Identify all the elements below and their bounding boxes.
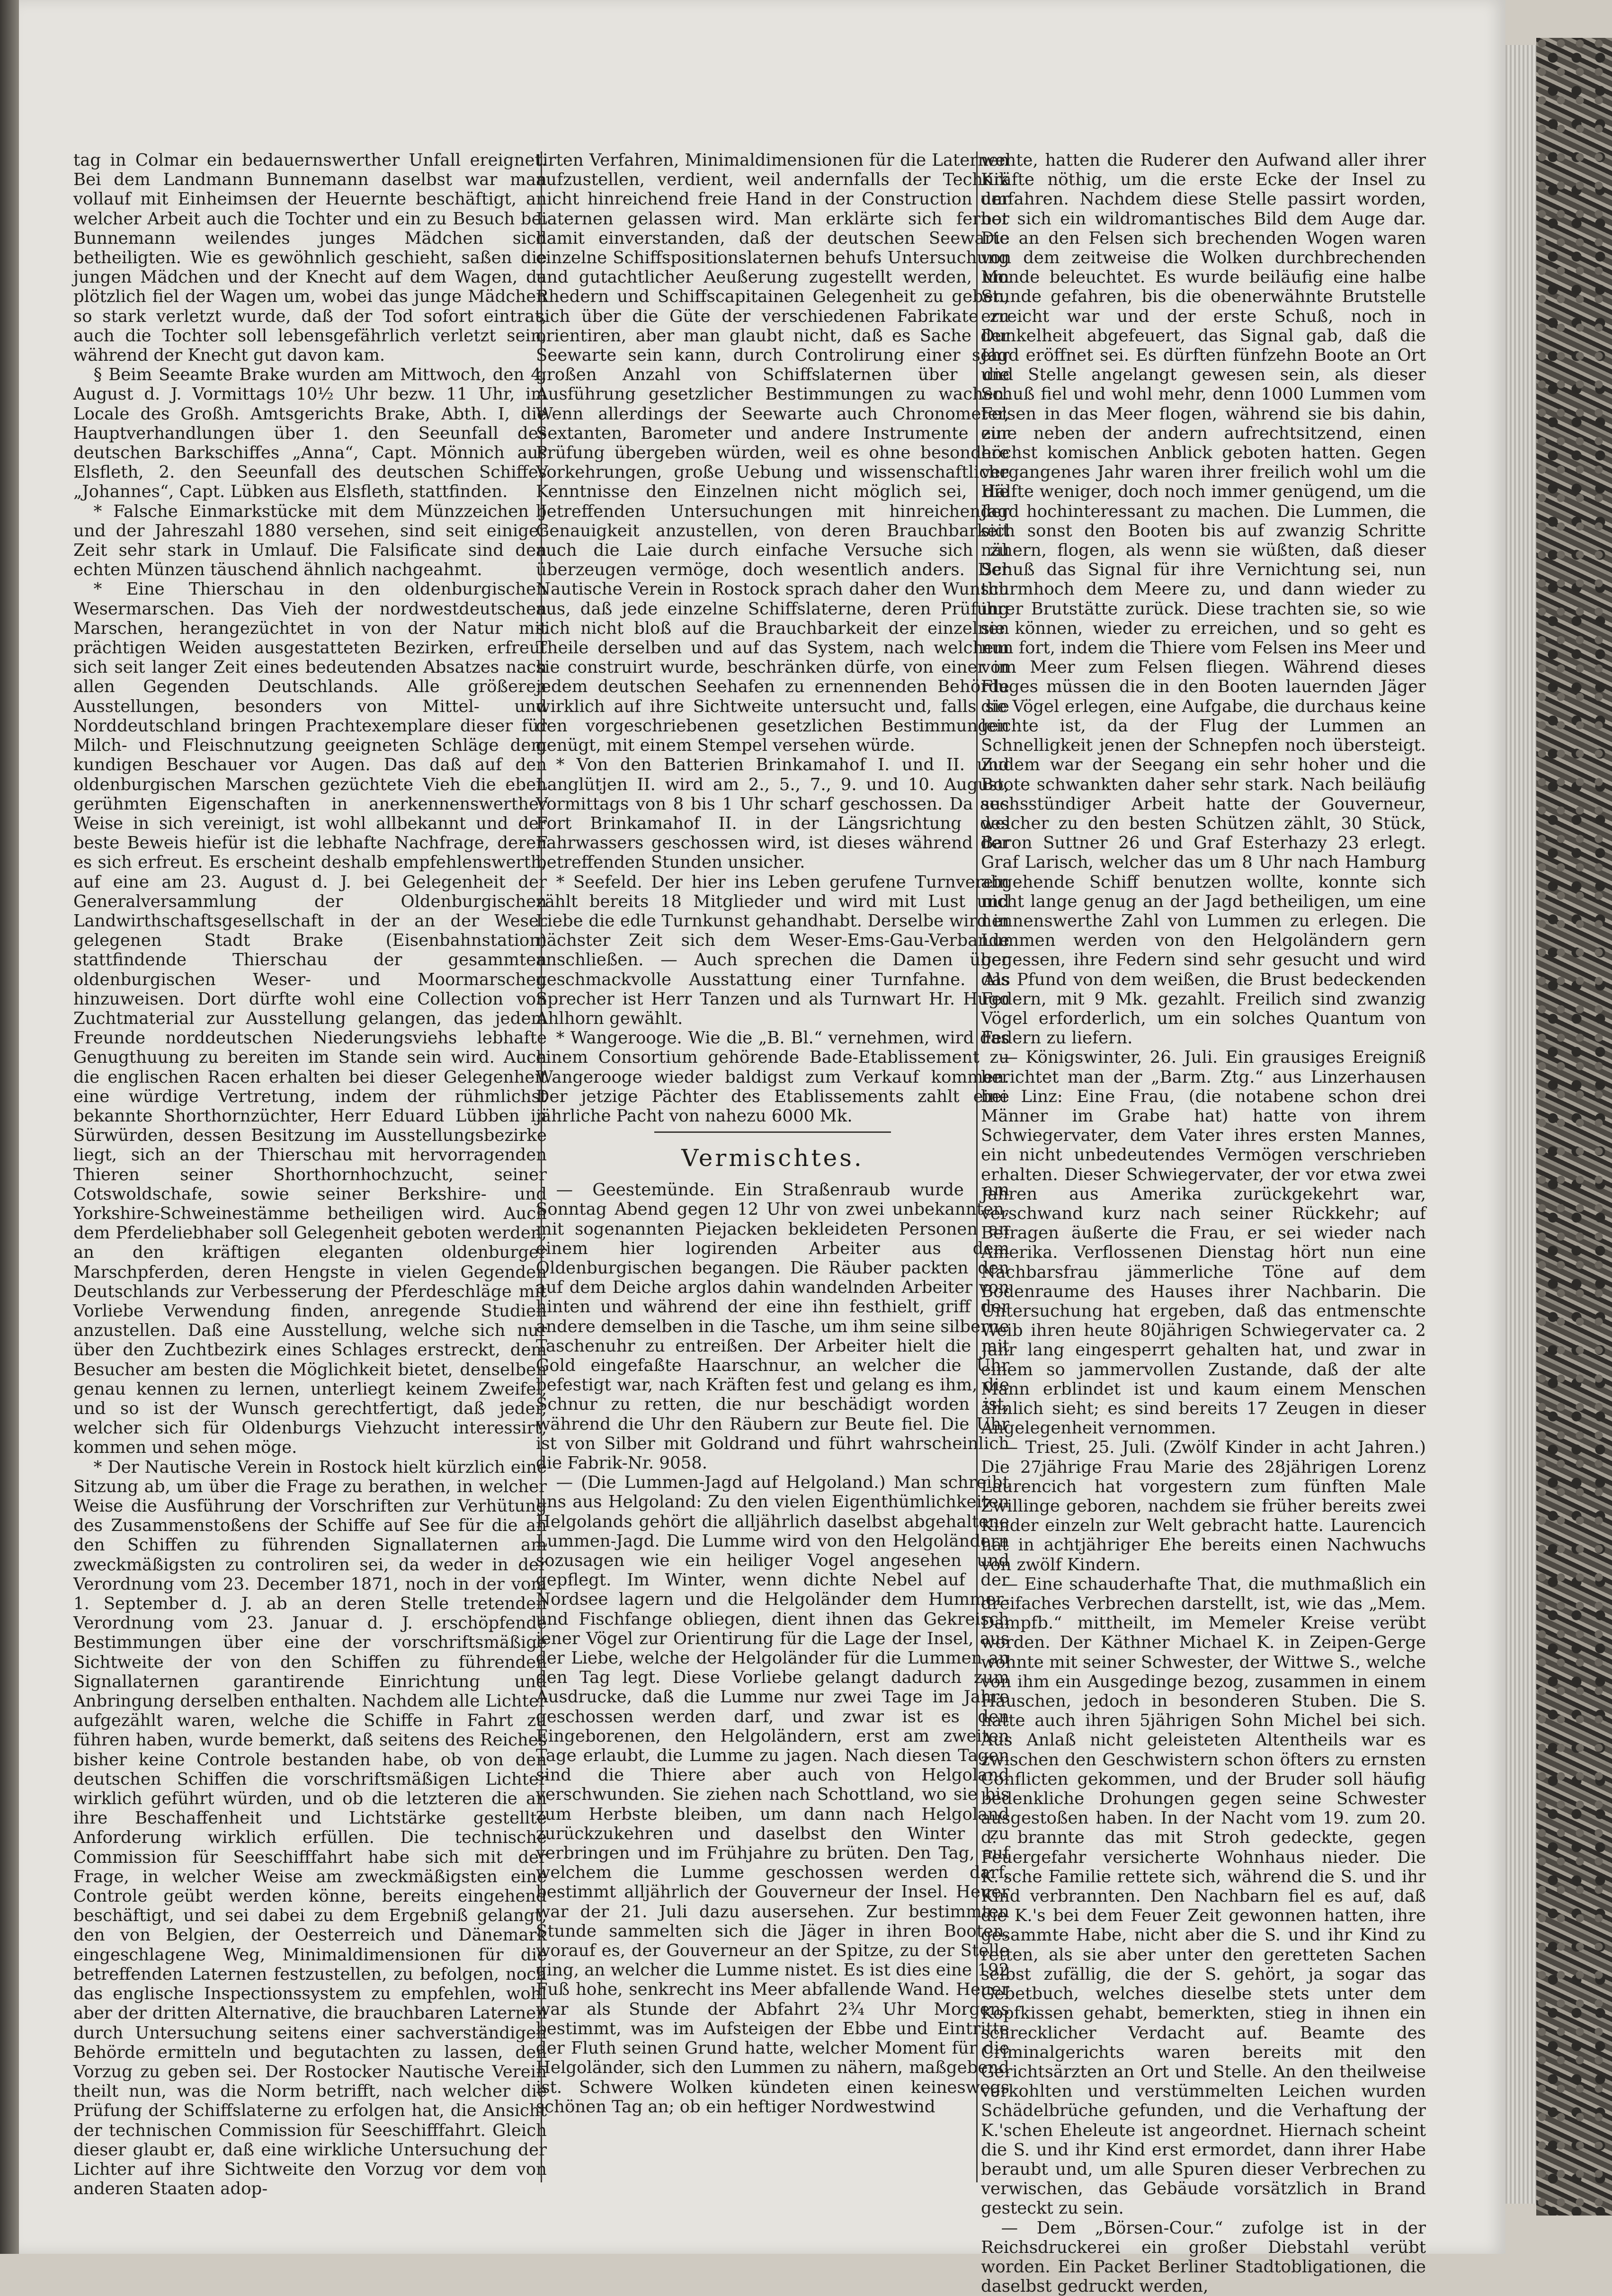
article-text: * Eine Thierschau in den oldenburgischen Wesermarschen. Das Vieh der nordwestdeutschen Marschen, herangezüchtet in von der Natur mit prächtigen Weiden ausgestatteten Bezirken, erfreut sich seit langer Zeit eines bedeutenden Absatzes nach allen Gegenden Deutschlands. Alle größeren Ausstellungen, besonders von Mittel- und Norddeutschland bringen Prachtexemplare dieser für Milch- und Fleischnutzung geeigneten Schläge dem kundigen Beschauer vor Augen. Das daß auf den oldenburgischen Marschen gezüchtete Vieh die eben gerühmten Eigenschaften in anerkennenswerther Weise in sich vereinigt, ist wohl allbekannt und der beste Beweis hiefür ist die lebhafte Nachfrage, deren es sich erfreut. Es erscheint deshalb empfehlenswerth, auf eine am 23. August d. J. bei Gelegenheit der Generalversammlung der Oldenburgischen Landwirthschaftsgesellschaft in der an der Weser gelegenen Stadt Brake (Eisenbahnstation) stattfindende Thierschau der gesammten oldenburgischen Weser- und Moormarschen hinzuweisen. Dort dürfte wohl eine Collection von Zuchtmaterial zur Ausstellung gelangen, das jedem Freunde norddeutschen Niederungsviehs lebhafte Genugthuung zu bereiten im Stande sein wird. Auch die englischen Racen erhalten bei dieser Gelegenheit eine würdige Vertretung, indem der rühmlichst bekannte Shorthornzüchter, Herr Eduard Lübben in Sürwürden, dessen Besitzung im Ausstellungsbezirke liegt, sich an der Thierschau mit hervorragenden Thieren seiner Shorthornhochzucht, seiner Cotswoldschafe, sowie seiner Berkshire- und Yorkshire-Schweinestämme betheiligen wird. Auch dem Pferdeliebhaber soll Gelegenheit geboten werden, an den kräftigen eleganten oldenburger Marschpferden, deren Hengste in vielen Gegenden Deutschlands zur Verbesserung der Pferdeschläge mit Vorliebe Verwendung finden, anregende Studien anzustellen. Daß eine Ausstellung, welche sich nur über den Zuchtbezirk eines Schlages erstreckt, dem Besucher am besten die Möglichkeit bietet, denselben genau kennen zu lernen, unterliegt keinem Zweifel, und so ist der Wunsch gerechtfertigt, daß jeder, welcher sich für Oldenburgs Viehzucht interessirt, kommen und sehen möge.: [73, 579, 547, 1458]
section-divider: [654, 1131, 891, 1133]
section-heading: Vermischtes.: [681, 1144, 864, 1172]
column-3: [981, 151, 1426, 2296]
article-text: § Beim Seeamte Brake wurden am Mittwoch, den 4. August d. J. Vormittags 10½ Uhr bezw. 11 Uhr, im Locale des Großh. Amtsgerichts Brake, Abth. I, die Hauptverhandlungen über 1. den Seeunfall des deutschen Barkschiffes „Anna“, Capt. Mönnich aus Elsfleth, 2. den Seeunfall des deutschen Schiffes „Johannes“, Capt. Lübken aus Elsfleth, stattfinden.: [73, 365, 547, 502]
article-text: * Von den Batterien Brinkamahof I. und II. und Langlütjen II. wird am 2., 5., 7., 9. und 10. August, Vormittags von 8 bis 1 Uhr scharf geschossen. Da aus Fort Brinkamahof II. in der Längsrichtung des Fahrwassers geschossen wird, ist dieses während der betreffenden Stunden unsicher.: [536, 755, 1009, 872]
column-1: [73, 151, 547, 2198]
marbled-cover: [1536, 38, 1612, 2216]
article-text: * Wangerooge. Wie die „B. Bl.“ vernehmen, wird das einem Consortium gehörende Bade-Etablissement zu Wangerooge wieder baldigst zum Verkauf kommen. Der jetzige Pächter des Etablissements zahlt eine jährliche Pacht von nahezu 6000 Mk.: [536, 1028, 1009, 1126]
article-text: — Eine schauderhafte That, die muthmaßlich ein dreifaches Verbrechen darstellt, ist, wie das „Mem. Dampfb.“ mittheilt, im Memeler Kreise verübt worden. Der Käthner Michael K. in Zeipen-Gerge wohnte mit seiner Schwester, der Wittwe S., welche von ihm ein Ausgedinge bezog, zusammen in einem Häuschen, jedoch in besonderen Stuben. Die S. hatte auch ihren 5jährigen Sohn Michel bei sich. Aus Anlaß nicht geleisteten Altentheils war es zwischen den Geschwistern schon öfters zu ernsten Conflicten gekommen, und der Bruder soll häufig bedenkliche Drohungen gegen seine Schwester ausgestoßen haben. In der Nacht vom 19. zum 20. d. brannte das mit Stroh gedeckte, gegen Feuergefahr versicherte Wohnhaus nieder. Die K.'sche Familie rettete sich, während die S. und ihr Kind verbrannten. Den Nachbarn fiel es auf, daß die K.'s bei dem Feuer Zeit gewonnen hatten, ihre gesammte Habe, nicht aber die S. und ihr Kind zu retten, als sie aber unter den geretteten Sachen selbst zufällig, die der S. gehört, ja sogar das Gebetbuch, welches dieselbe stets unter dem Kopfkissen gehabt, bemerkten, stieg in ihnen ein schrecklicher Verdacht auf. Beamte des Criminalgerichts waren bereits mit den Gerichtsärzten an Ort und Stelle. An den theilweise verkohlten und verstümmelten Leichen wurden Schädelbrüche gefunden, und die Verhaftung der K.'schen Eheleute ist angeordnet. Hiernach scheint die S. und ihr Kind erst ermordet, dann ihrer Habe beraubt und, um alle Spuren dieser Verbrechen zu verwischen, das Gebäude vorsätzlich in Brand gesteckt zu sein.: [981, 1574, 1426, 2218]
article-text: tag in Colmar ein bedauernswerther Unfall ereignet. Bei dem Landmann Bunnemann daselbst war man vollauf mit Einheimsen der Heuernte beschäftigt, an welcher Arbeit auch die Tochter und ein zu Besuch bei Bunnemann weilendes junges Mädchen sich betheiligten. Wie es gewöhnlich geschieht, saßen die jungen Mädchen und der Knecht auf dem Wagen, da plötzlich fiel der Wagen um, wobei das junge Mädchen so stark verletzt wurde, daß der Tod sofort eintrat, auch die Tochter soll lebensgefährlich verletzt sein, während der Knecht gut davon kam.: [73, 151, 547, 365]
article-text: — Dem „Börsen-Cour.“ zufolge ist in der Reichsdruckerei ein großer Diebstahl verübt worden. Ein Packet Berliner Stadtobligationen, die daselbst gedruckt werden,: [981, 2218, 1426, 2296]
article-text: — Königswinter, 26. Juli. Ein grausiges Ereigniß berichtet man der „Barm. Ztg.“ aus Linzerhausen bei Linz: Eine Frau, (die notabene schon drei Männer im Grabe hat) hatte von ihrem Schwiegervater, dem Vater ihres ersten Mannes, ein nicht unbedeutendes Vermögen verschrieben erhalten. Dieser Schwiegervater, der vor etwa zwei Jahren aus Amerika zurückgekehrt war, verschwand kurz nach seiner Rückkehr; auf Befragen äußerte die Frau, er sei wieder nach Amerika. Verflossenen Dienstag hört nun eine Nachbarsfrau jämmerliche Töne auf dem Bodenraume des Hauses ihrer Nachbarin. Die Untersuchung hat ergeben, daß das entmenschte Weib ihren heute 80jährigen Schwiegervater ca. 2 Jahr lang eingesperrt gehalten hat, und zwar in einem so jammervollen Zustande, daß der alte Mann erblindet ist und kaum einem Menschen ähnlich sieht; es sind bereits 17 Zeugen in dieser Angelegenheit vernommen.: [981, 1048, 1426, 1438]
page-edges: [1505, 45, 1536, 2204]
article-text: — Triest, 25. Juli. (Zwölf Kinder in acht Jahren.) Die 27jährige Frau Marie des 28jährigen Lorenz Laurencich hat vorgestern zum fünften Male Zwillinge geboren, nachdem sie früher bereits zwei Kinder einzeln zur Welt gebracht hatte. Laurencich hat in achtjähriger Ehe bereits einen Nachwuchs von zwölf Kindern.: [981, 1438, 1426, 1575]
article-text: — (Die Lummen-Jagd auf Helgoland.) Man schreibt uns aus Helgoland: Zu den vielen Eigenthümlichkeiten Helgolands gehört die alljährlich daselbst abgehaltene Lummen-Jagd. Die Lumme wird von den Helgoländern sozusagen wie ein heiliger Vogel angesehen und gepflegt. Im Winter, wenn dichte Nebel auf der Nordsee lagern und die Helgoländer dem Hummer- und Fischfange obliegen, dient ihnen das Gekreisch jener Vögel zur Orientirung für die Lage der Insel, aus der Liebe, welche der Helgoländer für die Lummen an den Tag legt. Diese Vorliebe gelangt dadurch zum Ausdrucke, daß die Lumme nur zwei Tage im Jahre geschossen werden darf, und zwar ist es den Eingeborenen, den Helgoländern, erst am zweiten Tage erlaubt, die Lumme zu jagen. Nach diesen Tagen sind die Thiere aber auch von Helgoland verschwunden. Sie ziehen nach Schottland, wo sie bis zum Herbste bleiben, um dann nach Helgoland zurückzukehren und daselbst den Winter zu verbringen und im Frühjahre zu brüten. Den Tag, auf welchem die Lumme geschossen werden darf, bestimmt alljährlich der Gouverneur der Insel. Heuer war der 21. Juli dazu ausersehen. Zur bestimmten Stunde sammelten sich die Jäger in ihren Booten, worauf es, der Gouverneur an der Spitze, zu der Stelle ging, an welcher die Lumme nistet. Es ist dies eine 192 Fuß hohe, senkrecht ins Meer abfallende Wand. Heuer war als Stunde der Abfahrt 2¾ Uhr Morgens bestimmt, was im Aufsteigen der Ebbe und Eintritte der Fluth seinen Grund hatte, welcher Moment für die Helgoländer, sich den Lummen zu nähern, maßgebend ist. Schwere Wolken kündeten einen keineswegs schönen Tag an; ob ein heftiger Nordwestwind: [536, 1473, 1009, 2117]
article-text: — Geestemünde. Ein Straßenraub wurde am Sonntag Abend gegen 12 Uhr von zwei unbekannten, mit sogenannten Piejacken bekleideten Personen an einem hier logirenden Arbeiter aus dem Oldenburgischen begangen. Die Räuber packten den auf dem Deiche arglos dahin wandelnden Arbeiter von hinten und während der eine ihn festhielt, griff der andere demselben in die Tasche, um ihm seine silberne Taschenuhr zu entreißen. Der Arbeiter hielt die mit Gold eingefaßte Haarschnur, an welcher die Uhr befestigt war, nach Kräften fest und gelang es ihm, die Schnur zu retten, die nur beschädigt worden ist, während die Uhr den Räubern zur Beute fiel. Die Uhr ist von Silber mit Goldrand und führt wahrscheinlich die Fabrik-Nr. 9058.: [536, 1180, 1009, 1473]
article-text: * Der Nautische Verein in Rostock hielt kürzlich eine Sitzung ab, um über die Frage zu berathen, in welcher Weise die Ausführung der Vorschriften zur Verhütung des Zusammenstoßens der Schiffe auf See für die an den Schiffen zu führenden Signallaternen am zweckmäßigsten zu controliren sei, da weder in der Verordnung vom 23. December 1871, noch in der vom 1. September d. J. ab an deren Stelle tretenden Verordnung vom 23. Januar d. J. erschöpfende Bestimmungen über eine der vorschriftsmäßige Sichtweite der von den Schiffen zu führenden Signallaternen garantirende Einrichtung und Anbringung derselben enthalten. Nachdem alle Lichter aufgezählt waren, welche die Schiffe in Fahrt zu führen haben, wurde bemerkt, daß seitens des Reiches bisher keine Controle bestanden habe, ob von den deutschen Schiffen die vorschriftsmäßigen Lichter wirklich geführt würden, und ob die letzteren die an ihre Beschaffenheit und Lichtstärke gestellte Anforderung wirklich erfüllen. Die technische Commission für Seeschifffahrt habe sich mit der Frage, in welcher Weise am zweckmäßigsten eine Controle geübt werden könne, bereits eingehend beschäftigt, und sei dabei zu dem Ergebniß gelangt, den von Belgien, der Oesterreich und Dänemark eingeschlagene Weg, Minimaldimensionen für die betreffenden Laternen festzustellen, zu befolgen, noch das englische Inspectionssystem zu empfehlen, wohl aber der dritten Alternative, die brauchbaren Laternen durch Untersuchung seitens einer sachverständigen Behörde ermitteln und begutachten zu lassen, den Vorzug zu geben sei. Der Rostocker Nautische Verein theilt nun, was die Norm betrifft, nach welcher die Prüfung der Schiffslaterne zu erfolgen hat, die Ansicht der technischen Commission für Seeschifffahrt. Gleich dieser glaubt er, daß eine wirkliche Untersuchung der Lichter auf ihre Sichtweite den Vorzug vor dem von anderen Staaten adop-: [73, 1457, 547, 2199]
binding-gutter: [0, 0, 20, 2254]
article-text: wehte, hatten die Ruderer den Aufwand aller ihrer Kräfte nöthig, um die erste Ecke der Insel zu umfahren. Nachdem diese Stelle passirt worden, bot sich ein wildromantisches Bild dem Auge dar. Die an den Felsen sich brechenden Wogen waren von dem zeitweise die Wolken durchbrechenden Monde beleuchtet. Es wurde beiläufig eine halbe Stunde gefahren, bis die obenerwähnte Brutstelle erreicht war und der erste Schuß, noch in Dunkelheit abgefeuert, das Signal gab, daß die Jagd eröffnet sei. Es dürften fünfzehn Boote an Ort und Stelle angelangt gewesen sein, als dieser Schuß fiel und wohl mehr, denn 1000 Lummen vom Felsen in das Meer flogen, während sie bis dahin, eine neben der andern aufrechtsitzend, einen höchst komischen Anblick geboten hatten. Gegen vergangenes Jahr waren ihrer freilich wohl um die Hälfte weniger, doch noch immer genügend, um die Jagd hochinteressant zu machen. Die Lummen, die sich sonst den Booten bis auf zwanzig Schritte nähern, flogen, als wenn sie wüßten, daß dieser Schuß das Signal für ihre Vernichtung sei, nun thurmhoch dem Meere zu, und dann wieder zu ihrer Brutstätte zurück. Diese trachten sie, so wie sie können, wieder zu erreichen, und so geht es nun fort, indem die Thiere vom Felsen ins Meer und vom Meer zum Felsen fliegen. Während dieses Fluges müssen die in den Booten lauernden Jäger die Vögel erlegen, eine Aufgabe, die durchaus keine leichte ist, da der Flug der Lummen an Schnelligkeit jenen der Schnepfen noch übersteigt. Zudem war der Seegang ein sehr hoher und die Boote schwankten daher sehr stark. Nach beiläufig sechsstündiger Arbeit hatte der Gouverneur, welcher zu den besten Schützen zählt, 30 Stück, Baron Suttner 26 und Graf Esterhazy 23 erlegt. Graf Larisch, welcher das um 8 Uhr nach Hamburg abgehende Schiff benutzen wollte, konnte sich nicht lange genug an der Jagd betheiligen, um eine nennenswerthe Zahl von Lummen zu erlegen. Die Lummen werden von den Helgoländern gern gegessen, ihre Federn sind sehr gesucht und wird das Pfund von dem weißen, die Brust bedeckenden Federn, mit 9 Mk. gezahlt. Freilich sind zwanzig Vögel erforderlich, um ein solches Quantum von Federn zu liefern.: [981, 151, 1426, 1048]
article-text: tirten Verfahren, Minimaldimensionen für die Laternen aufzustellen, verdient, weil andernfalls der Technik nicht hinreichend freie Hand in der Construction der Laternen gelassen wird. Man erklärte sich ferner damit einverstanden, daß der deutschen Seewarte einzelne Schiffspositionslaternen behufs Untersuchung und gutachtlicher Aeußerung zugestellt werden, um Rhedern und Schiffscapitainen Gelegenheit zu geben, sich über die Güte der verschiedenen Fabrikate zu orientiren, aber man glaubt nicht, daß es Sache der Seewarte sein kann, durch Controlirung einer sehr großen Anzahl von Schiffslaternen über die Ausführung gesetzlicher Bestimmungen zu wachen. Wenn allerdings der Seewarte auch Chronometer, Sextanten, Barometer und andere Instrumente zur Prüfung übergeben würden, weil es ohne besondere Vorkehrungen, große Uebung und wissenschaftliche Kenntnisse den Einzelnen nicht möglich sei, die betreffenden Untersuchungen mit hinreichender Genauigkeit anzustellen, von deren Brauchbarkeit auch die Laie durch einfache Versuche sich zu überzeugen vermöge, doch wesentlich anders. Der Nautische Verein in Rostock sprach daher den Wunsch aus, daß jede einzelne Schiffslaterne, deren Prüfung sich nicht bloß auf die Brauchbarkeit der einzelnen Theile derselben und auf das System, nach welchem sie construirt wurde, beschränken dürfe, von einer in jedem deutschen Seehafen zu ernennenden Behörde wirklich auf ihre Sichtweite untersucht und, falls sie den vorgeschriebenen gesetzlichen Bestimmungen genügt, mit einem Stempel versehen würde.: [536, 151, 1009, 756]
article-text: * Seefeld. Der hier ins Leben gerufene Turnverein zählt bereits 18 Mitglieder und wird mit Lust und Liebe die edle Turnkunst gehandhabt. Derselbe wird in nächster Zeit sich dem Weser-Ems-Gau-Verbande anschließen. — Auch sprechen die Damen über geschmackvolle Ausstattung einer Turnfahne. Als Sprecher ist Herr Tanzen und als Turnwart Hr. Hugo Ahlhorn gewählt.: [536, 872, 1009, 1028]
column-2: [536, 151, 1009, 2117]
article-text: * Falsche Einmarkstücke mit dem Münzzeichen J und der Jahreszahl 1880 versehen, sind seit einiger Zeit sehr stark in Umlauf. Die Falsificate sind den echten Münzen täuschend ähnlich nachgeahmt.: [73, 501, 547, 580]
